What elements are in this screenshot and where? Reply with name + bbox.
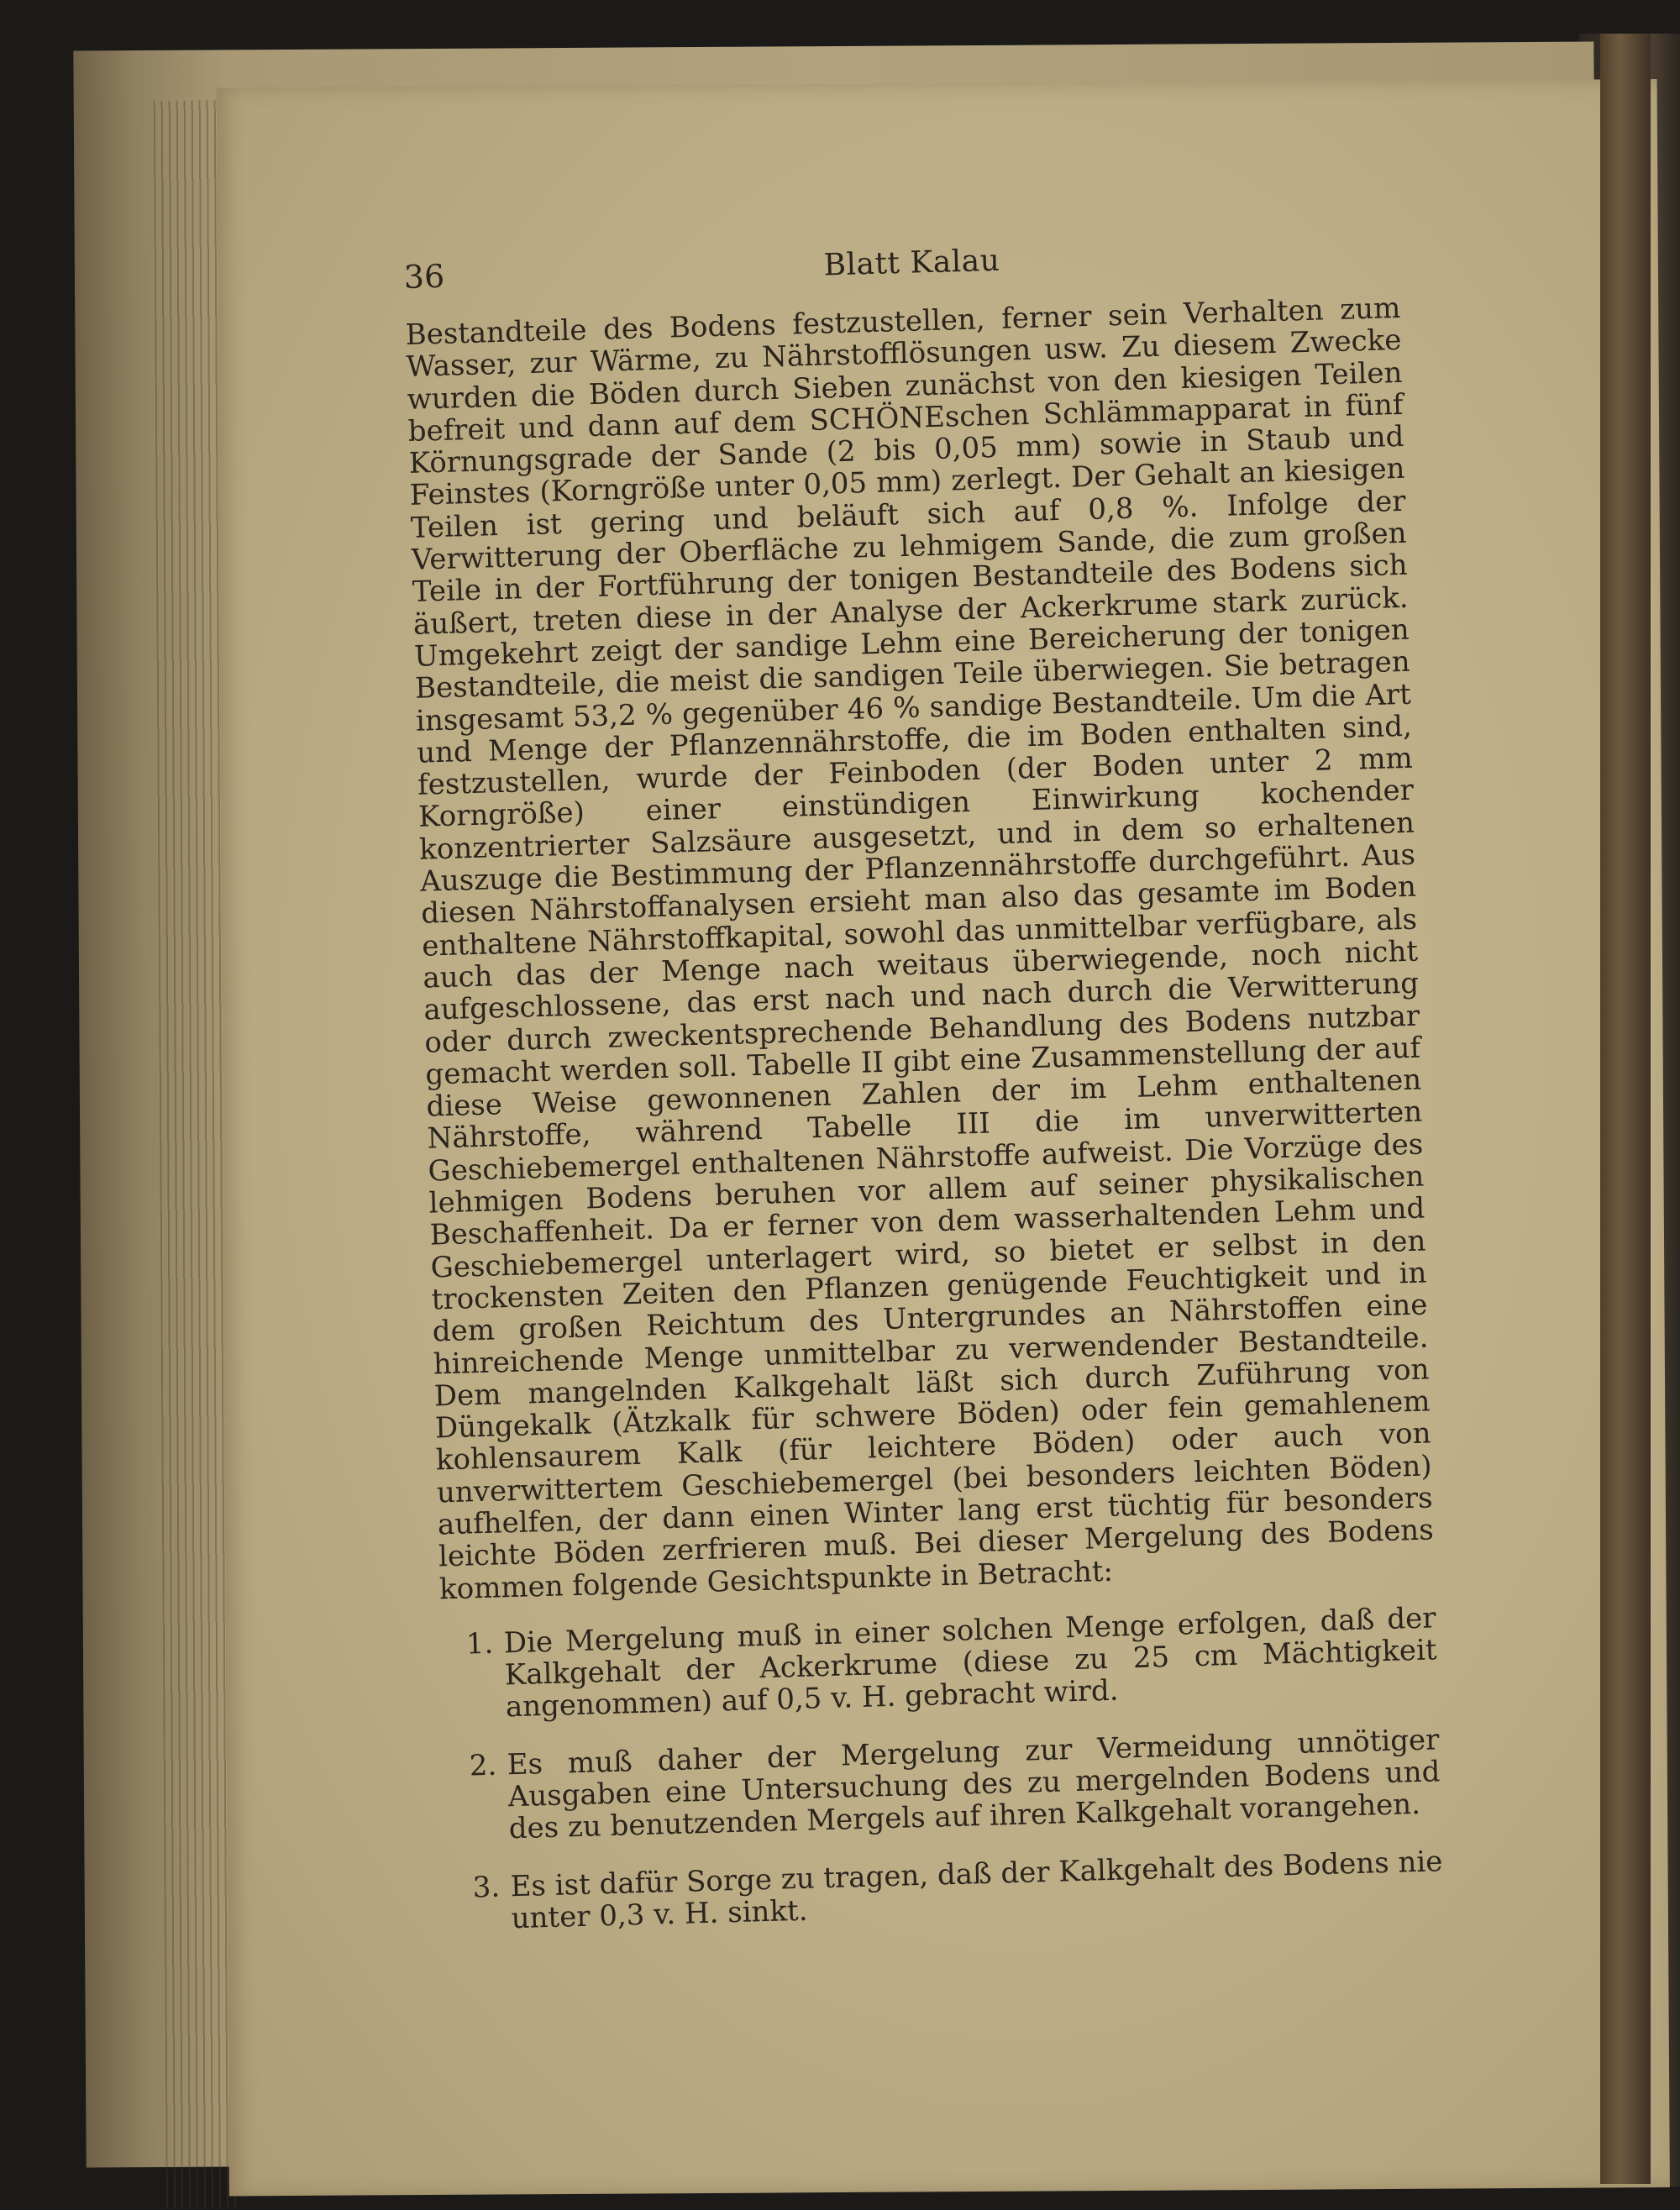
page-content [403, 225, 1445, 1962]
list-item [447, 1845, 1444, 1937]
list-item-text: Es muß daher der Mergelung zur Vermeidung unnötiger Ausgaben eine Untersuchung des zu mergelnden Bodens und des zu benutzenden Mergels auf ihren Kalkgehalt vorangehen. [507, 1723, 1441, 1846]
list-item-number: 3. [472, 1870, 501, 1905]
paragraph: Bestandteile des Bodens festzustellen, ferner sein Verhalten zum Wasser, zur Wärme, zu Nährstofflösungen usw. Zu diesem Zwecke wurden die Böden durch Sieben zunächst von den kiesigen Teilen befreit und dann auf dem SCHÖNEschen Schlämmapparat in fünf Körnungsgrade der Sande (2 bis 0,05 mm) sowie in Staub und Feinstes (Korngröße unter 0,05 mm) zerlegt. Der Gehalt an kiesigen Teilen ist gering und beläuft sich auf 0,8 %. Infolge der Verwitterung der Oberfläche zu lehmigem Sande, die zum großen Teile in der Fortführung der tonigen Bestandteile des Bodens sich äußert, treten diese in der Analyse der Ackerkrume stark zurück. Umgekehrt zeigt der sandige Lehm eine Bereicherung der tonigen Bestandteile, die meist die sandigen Teile überwiegen. Sie betragen insgesamt 53,2 % gegenüber 46 % sandige Bestandteile. Um die Art und Menge der Pflanzennährstoffe, die im Boden enthalten sind, festzustellen, wurde der Feinboden (der Boden unter 2 mm Korngröße) einer einstündigen Einwirkung kochender konzentrierter Salzsäure ausgesetzt, und in dem so erhaltenen Auszuge die Bestimmung der Pflanzennährstoffe durchgeführt. Aus diesen Nährstoffanalysen ersieht man also das gesamte im Boden enthaltene Nährstoffkapital, sowohl das unmittelbar verfügbare, als auch das der Menge nach weitaus überwiegende, noch nicht aufgeschlossene, das erst nach und nach durch die Verwitterung oder durch zweckentsprechende Behandlung des Bodens nutzbar gemacht werden soll. Tabelle II gibt eine Zusammenstellung der auf diese Weise gewonnenen Zahlen der im Lehm enthaltenen Nährstoffe, während Tabelle III die im unverwitterten Geschiebemergel enthaltenen Nährstoffe aufweist. Die Vorzüge des lehmigen Bodens beruhen vor allem auf seiner physikalischen Beschaffenheit. Da er ferner von dem wasserhaltenden Lehm und Geschiebemergel unterlagert wird, so bietet er selbst in den trockensten Zeiten den Pflanzen genügende Feuchtigkeit und in dem großen Reichtum des Untergrundes an Nährstoffen eine hinreichende Menge unmittelbar zu verwendender Bestandteile. Dem mangelnden Kalkgehalt läßt sich durch Zuführung von Düngekalk (Ätzkalk für schwere Böden) oder fein gemahlenem kohlensaurem Kalk (für leichtere Böden) oder auch von unverwittertem Geschiebemergel (bei besonders leichten Böden) aufhelfen, der dann einen Winter lang erst tüchtig für besonders leichte Böden zerfrieren muß. Bei dieser Mergelung des Bodens kommen folgende Gesichtspunkte in Betracht: [405, 291, 1435, 1606]
list-item-number: 1. [465, 1626, 494, 1661]
numbered-list [440, 1602, 1443, 1936]
list-item [440, 1602, 1438, 1725]
next-page-edge [1600, 34, 1651, 2184]
page-number: 36 [403, 257, 445, 296]
list-item-text: Es ist dafür Sorge zu tragen, daß der Kalkgehalt des Bodens nie unter 0,3 v. H. sinkt. [510, 1844, 1443, 1936]
running-head: Blatt Kalau [823, 243, 1000, 283]
body-text [405, 292, 1435, 1605]
list-item-number: 2. [469, 1748, 497, 1783]
list-item [444, 1724, 1441, 1847]
list-item-text: Die Mergelung muß in einer solchen Menge erfolgen, daß der Kalkgehalt der Ackerkrume (diese zu 25 cm Mächtigkeit angenommen) auf 0,5 v. H. gebracht wird. [503, 1601, 1438, 1724]
